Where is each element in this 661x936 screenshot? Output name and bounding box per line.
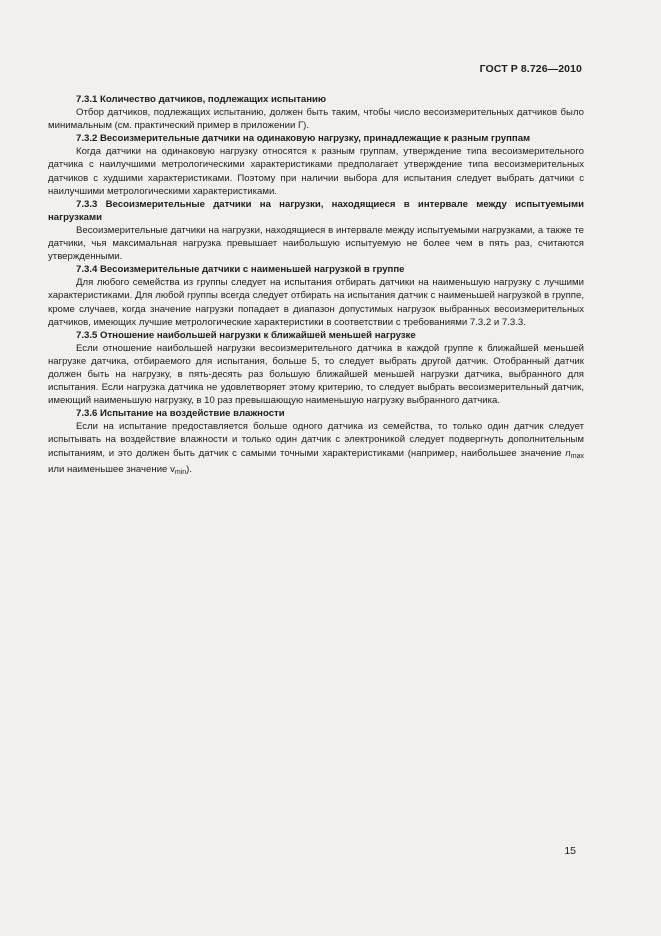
- subscript-min: min: [174, 468, 187, 476]
- section-heading: 7.3.5 Отношение наибольшей нагрузки к ближайшей меньшей нагрузке: [76, 329, 416, 341]
- paragraph: Для любого семейства из группы следует на испытания отбирать датчики на наименьшую нагрузку с лучшими характеристиками. Для любой группы всегда следует отбирать на испытания датчик с наименьшей нагрузкой в группе, кроме случаев, когда значение нагрузки попадает в диапазон допустимых нагрузок выбранных весоизмерительных датчиков, имеющих лучшие метрологические характеристики в соответствии с требованиями 7.3.2 и 7.3.3.: [48, 277, 584, 328]
- paragraph: Когда датчики на одинаковую нагрузку относятся к разным группам, утверждение типа весоизмерительного датчика с наилучшими метрологическими характеристиками предполагает утверждение типа весоизмерительных датчиков с худшими характеристиками. Поэтому при наличии выбора для испытания следует выбрать датчики с наилучшими метрологическими характеристиками.: [48, 146, 584, 197]
- page-number: 15: [564, 845, 576, 857]
- section-heading: 7.3.6 Испытание на воздействие влажности: [76, 408, 285, 420]
- paragraph-text: Если на испытание предоставляется больше одного датчика из семейства, то только один датчик следует испытывать на воздействие влажности и только один датчик с электроникой следует подвергнуть дополнительным испытаниям, и это должен быть датчик с самыми точными характеристиками (например, наибольшее значение: [48, 421, 584, 459]
- section-heading: 7.3.1 Количество датчиков, подлежащих испытанию: [76, 94, 327, 105]
- paragraph-text-end: ).: [186, 463, 193, 475]
- paragraph: Весоизмерительные датчики на нагрузки, находящиеся в интервале между испытуемыми нагрузками, а также те датчики, чья максимальная нагрузка превышает наибольшую испытуемую не более чем в пять раз, считаются утвержденными.: [48, 224, 584, 263]
- paragraph: Отбор датчиков, подлежащих испытанию, должен быть таким, чтобы число весоизмерительных датчиков было минимальным (см. практический пример в приложении Г).: [48, 107, 584, 132]
- variable-v: v: [170, 463, 175, 475]
- document-code-header: ГОСТ Р 8.726—2010: [479, 63, 582, 75]
- subscript-max: max: [570, 452, 584, 460]
- section-heading: 7.3.3 Весоизмерительные датчики на нагрузки, находящиеся в интервале между испытуемыми нагрузками: [48, 198, 584, 223]
- section-heading: 7.3.2 Весоизмерительные датчики на одинаковую нагрузку, принадлежащие к разным группам: [76, 133, 531, 145]
- paragraph: Если отношение наибольшей нагрузки весоизмерительного датчика в каждой группе к ближайшей меньшей нагрузке датчика, отбираемого для испытания, больше 5, то следует выбрать другой датчик. Отобранный датчик должен быть на нагрузку, в пять-десять раз большую ближайшей меньшей нагрузки датчика, выбранного для испытания. Если нагрузка датчика не удовлетворяет этому критерию, то следует выбрать весоизмерительный датчик, имеющий наименьшую нагрузку, в 10 раз превышающую наименьшую нагрузку выбранного датчика.: [48, 342, 584, 407]
- section-list: [48, 93, 584, 420]
- variable-n: n: [565, 447, 571, 459]
- paragraph-text-mid: или наименьшее значение: [48, 463, 171, 475]
- section-heading: 7.3.4 Весоизмерительные датчики с наименьшей нагрузкой в группе: [76, 264, 405, 276]
- document-body: [48, 93, 584, 479]
- paragraph-humidity-test: [48, 420, 584, 478]
